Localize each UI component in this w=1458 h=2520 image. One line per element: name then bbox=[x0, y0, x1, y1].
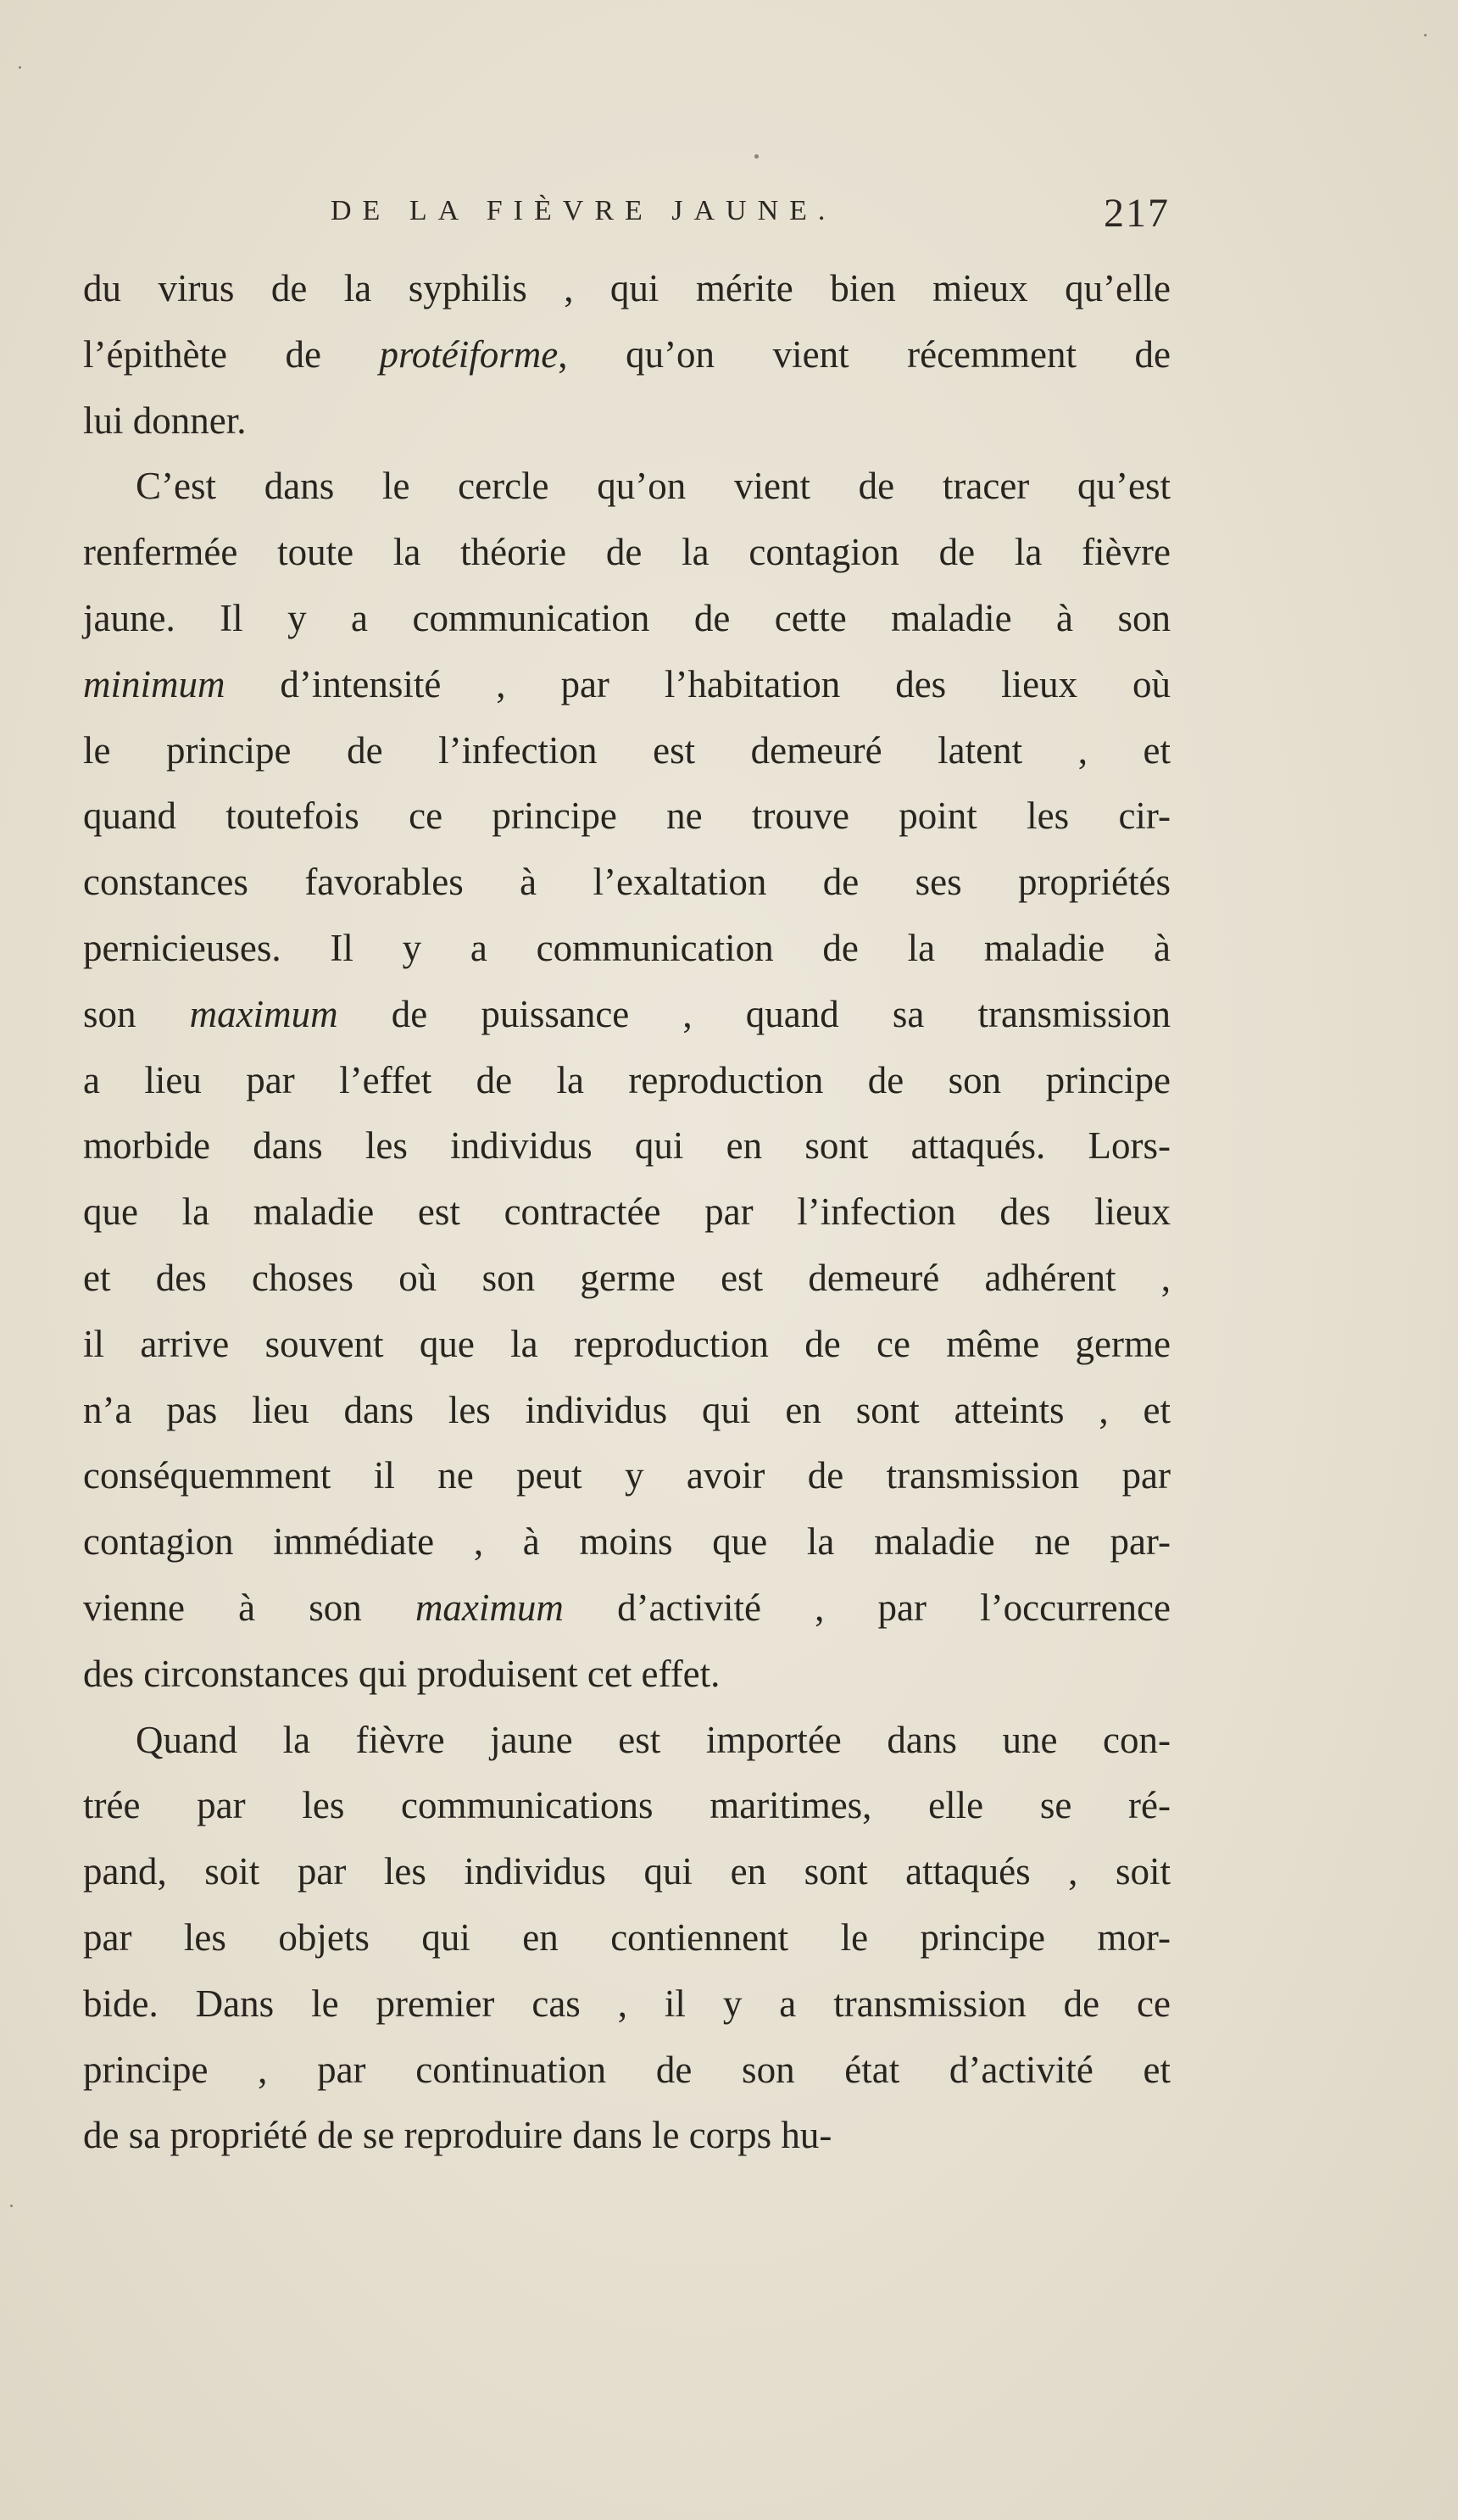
italic-term: maximum bbox=[415, 1586, 564, 1629]
text-segment: par les objets qui en contiennent le principe mor- bbox=[83, 1915, 1171, 1959]
text-line bbox=[83, 1048, 1171, 1114]
text-line bbox=[83, 520, 1171, 586]
text-segment: que la maladie est contractée par l’infection des lieux bbox=[83, 1190, 1171, 1234]
text-line bbox=[83, 982, 1171, 1048]
text-segment: contagion immédiate , à moins que la maladie ne par- bbox=[83, 1520, 1171, 1564]
text-segment: et des choses où son germe est demeuré adhérent , bbox=[83, 1256, 1171, 1299]
body-text bbox=[83, 256, 1171, 2169]
paragraph bbox=[83, 454, 1171, 1707]
text-segment: Quand la fièvre jaune est importée dans une con- bbox=[136, 1718, 1171, 1761]
text-line bbox=[83, 322, 1171, 388]
text-segment: quand toutefois ce principe ne trouve point les cir- bbox=[83, 794, 1171, 838]
paper-speck bbox=[754, 154, 759, 159]
text-line bbox=[83, 1971, 1171, 2038]
text-segment: , qu’on vient récemment de bbox=[558, 332, 1171, 376]
text-line bbox=[83, 1905, 1171, 1971]
italic-term: protéiforme bbox=[379, 332, 559, 376]
paragraph bbox=[83, 1708, 1171, 2170]
text-line bbox=[83, 1179, 1171, 1246]
paper-speck bbox=[1424, 34, 1427, 36]
italic-term: minimum bbox=[83, 662, 225, 705]
text-segment: jaune. Il y a communication de cette maladie à son bbox=[83, 596, 1171, 639]
text-segment: constances favorables à l’exaltation de ses propriétés bbox=[83, 861, 1171, 904]
text-line bbox=[83, 1509, 1171, 1575]
italic-term: maximum bbox=[189, 992, 338, 1035]
text-line bbox=[83, 1575, 1171, 1642]
page-number: 217 bbox=[1104, 191, 1170, 236]
paper-speck bbox=[10, 2205, 13, 2207]
running-title: DE LA FIÈVRE JAUNE. bbox=[331, 195, 837, 226]
text-line bbox=[83, 1246, 1171, 1312]
text-segment: renfermée toute la théorie de la contagion de la fièvre bbox=[83, 531, 1171, 574]
text-line bbox=[83, 850, 1171, 916]
text-segment: le principe de l’infection est demeuré latent , et bbox=[83, 728, 1171, 772]
text-line bbox=[83, 652, 1171, 718]
text-segment: son bbox=[83, 992, 190, 1035]
text-line bbox=[83, 783, 1171, 850]
text-line bbox=[83, 454, 1171, 520]
text-line bbox=[83, 2038, 1171, 2104]
text-line bbox=[83, 586, 1171, 652]
text-line bbox=[83, 2103, 1171, 2169]
text-line bbox=[83, 916, 1171, 982]
text-segment: pand, soit par les individus qui en sont attaqués , soit bbox=[83, 1850, 1171, 1893]
page-header bbox=[85, 188, 1170, 239]
text-segment: vienne à son bbox=[83, 1586, 415, 1629]
text-line bbox=[83, 1443, 1171, 1509]
text-segment: morbide dans les individus qui en sont attaqués. Lors- bbox=[83, 1124, 1171, 1168]
text-line bbox=[83, 1708, 1171, 1774]
text-segment: de sa propriété de se reproduire dans le corps hu- bbox=[83, 2114, 832, 2157]
text-segment: des circonstances qui produisent cet effet. bbox=[83, 1652, 721, 1695]
paragraph bbox=[83, 256, 1171, 454]
text-segment: lui donner. bbox=[83, 399, 247, 442]
text-segment: l’épithète de bbox=[83, 332, 380, 376]
text-segment: d’intensité , par l’habitation des lieux où bbox=[225, 662, 1171, 705]
text-segment: n’a pas lieu dans les individus qui en sont atteints , et bbox=[83, 1388, 1171, 1431]
text-segment: il arrive souvent que la reproduction de ce même germe bbox=[83, 1322, 1171, 1365]
text-segment: d’activité , par l’occurrence bbox=[563, 1586, 1171, 1629]
text-segment: a lieu par l’effet de la reproduction de son principe bbox=[83, 1058, 1171, 1101]
text-line bbox=[83, 1378, 1171, 1444]
text-line bbox=[83, 1773, 1171, 1839]
text-segment: trée par les communications maritimes, elle se ré- bbox=[83, 1784, 1171, 1827]
text-segment: de puissance , quand sa transmission bbox=[337, 992, 1171, 1035]
text-line bbox=[83, 718, 1171, 784]
text-segment: bide. Dans le premier cas , il y a transmission de ce bbox=[83, 1982, 1171, 2025]
text-segment: pernicieuses. Il y a communication de la maladie à bbox=[83, 926, 1171, 969]
text-line bbox=[83, 256, 1171, 322]
text-line bbox=[83, 1312, 1171, 1378]
text-segment: conséquemment il ne peut y avoir de transmission par bbox=[83, 1454, 1171, 1497]
text-line bbox=[83, 388, 1171, 454]
text-segment: principe , par continuation de son état d’activité et bbox=[83, 2048, 1171, 2091]
text-segment: C’est dans le cercle qu’on vient de tracer qu’est bbox=[136, 465, 1171, 508]
text-line bbox=[83, 1642, 1171, 1708]
text-line bbox=[83, 1113, 1171, 1179]
text-line bbox=[83, 1839, 1171, 1905]
text-segment: du virus de la syphilis , qui mérite bien mieux qu’elle bbox=[83, 267, 1171, 309]
paper-speck bbox=[19, 66, 21, 69]
